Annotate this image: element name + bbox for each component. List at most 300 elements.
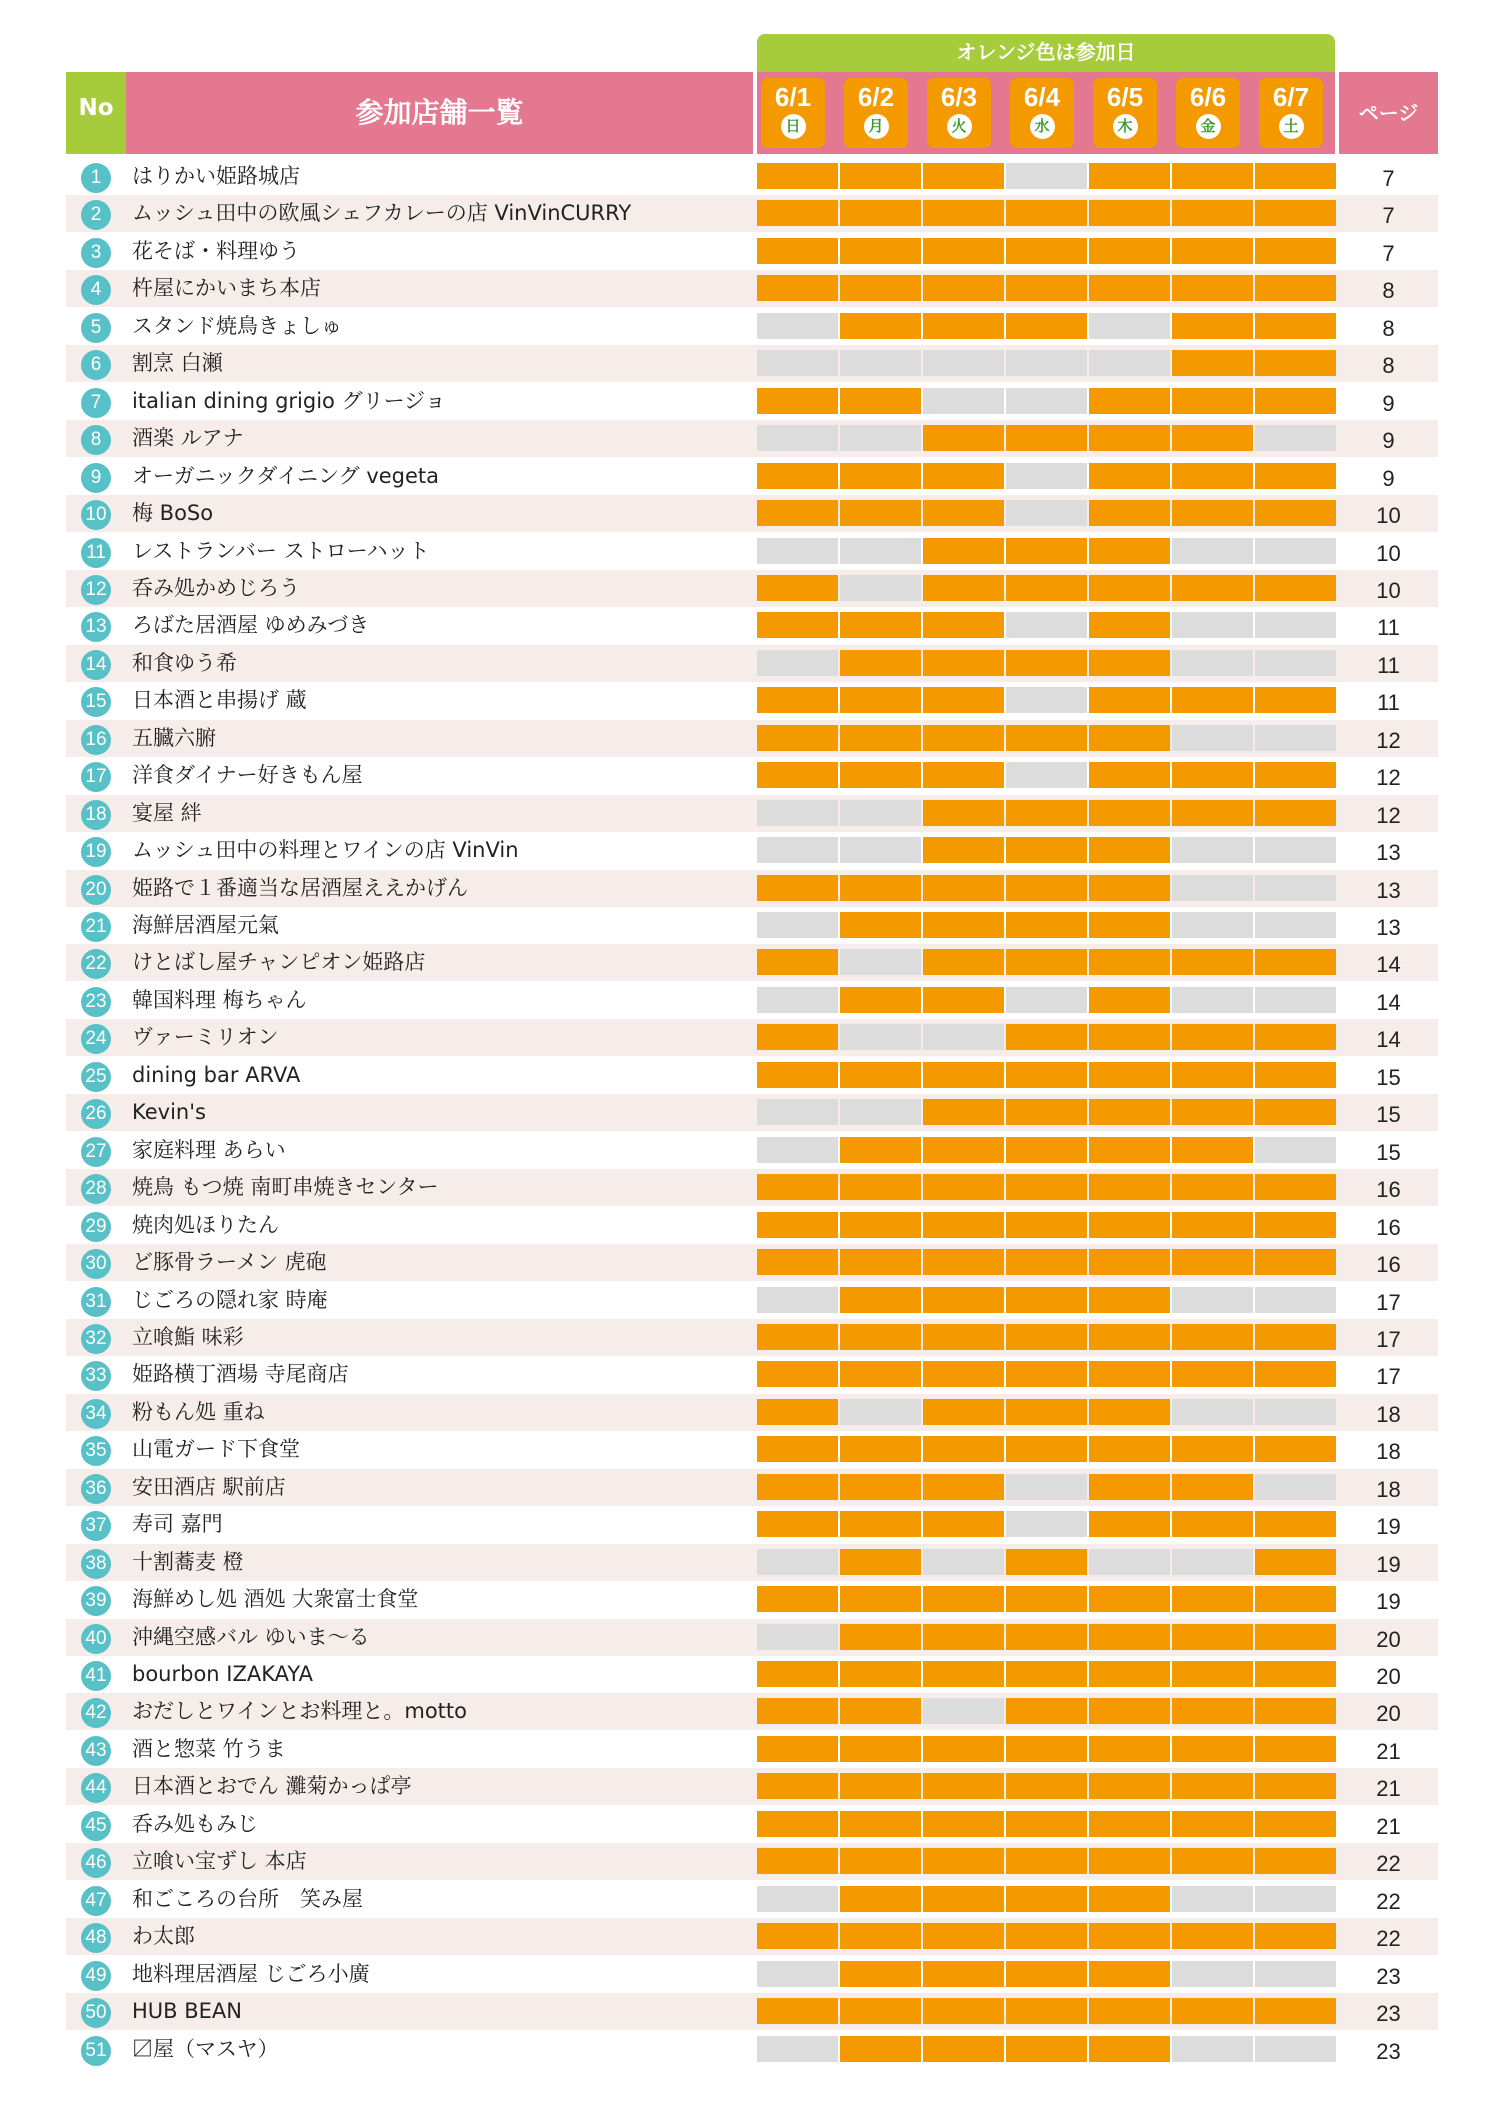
participation-cell-on	[1255, 238, 1336, 264]
participation-cell-on	[757, 1848, 838, 1874]
participation-cell-off	[757, 2036, 838, 2062]
participation-cell-on	[1089, 1811, 1170, 1837]
participation-cell-on	[1172, 1099, 1253, 1125]
participation-cell-on	[1172, 1923, 1253, 1949]
table-row	[66, 1431, 1438, 1468]
participation-cell-off	[1172, 1886, 1253, 1912]
participation-cell-off	[757, 1099, 838, 1125]
participation-cell-on	[840, 1586, 921, 1612]
participation-cell-off	[1006, 1474, 1087, 1500]
store-name: ムッシュ田中の料理とワインの店 VinVin	[132, 838, 519, 863]
participation-cell-on	[1255, 1811, 1336, 1837]
table-row	[66, 1544, 1438, 1581]
participation-cell-on	[923, 1361, 1004, 1387]
table-row	[66, 1469, 1438, 1506]
participation-cell-on	[923, 837, 1004, 863]
participation-cell-on	[923, 500, 1004, 526]
participation-cell-on	[923, 1998, 1004, 2024]
participation-cell-on	[840, 1511, 921, 1537]
participation-cell-on	[1255, 687, 1336, 713]
store-number: 3	[81, 238, 111, 268]
participation-cell-off	[1172, 1549, 1253, 1575]
store-name: 立喰い宝ずし 本店	[132, 1849, 307, 1874]
participation-cell-on	[1089, 687, 1170, 713]
store-number: 20	[81, 875, 111, 905]
participation-cell-on	[1255, 313, 1336, 339]
page-number: 18	[1376, 1439, 1401, 1465]
participation-cell-on	[1255, 1998, 1336, 2024]
participation-cell-on	[757, 1474, 838, 1500]
store-number: 47	[81, 1886, 111, 1916]
participation-cell-off	[1172, 650, 1253, 676]
store-number: 4	[81, 275, 111, 305]
table-row	[66, 757, 1438, 794]
participation-cell-on	[840, 1062, 921, 1088]
participation-cell-off	[1172, 725, 1253, 751]
page-number: 15	[1376, 1139, 1401, 1165]
participation-cell-off	[923, 388, 1004, 414]
participation-cell-on	[1255, 1361, 1336, 1387]
page-number: 15	[1376, 1064, 1401, 1090]
page-number: 19	[1376, 1551, 1401, 1577]
participation-cell-off	[1006, 163, 1087, 189]
participation-cell-off	[840, 1099, 921, 1125]
table-row	[66, 1581, 1438, 1618]
participation-cell-on	[1006, 2036, 1087, 2062]
participation-cell-on	[1255, 1773, 1336, 1799]
participation-cell-on	[1006, 1998, 1087, 2024]
participation-cell-on	[923, 987, 1004, 1013]
participation-cell-on	[840, 650, 921, 676]
participation-cell-on	[1006, 1923, 1087, 1949]
table-row	[66, 1881, 1438, 1918]
participation-cell-on	[1006, 1961, 1087, 1987]
participation-cell-on	[923, 463, 1004, 489]
store-number: 41	[81, 1661, 111, 1691]
participation-cell-on	[1089, 238, 1170, 264]
participation-cell-on	[757, 388, 838, 414]
participation-cell-on	[923, 313, 1004, 339]
table-row	[66, 1918, 1438, 1955]
participation-cell-on	[840, 1324, 921, 1350]
participation-cell-on	[1089, 1174, 1170, 1200]
store-name: 日本酒と串揚げ 蔵	[132, 688, 307, 713]
participation-cell-on	[1006, 1212, 1087, 1238]
participation-cell-on	[1006, 1062, 1087, 1088]
participation-cell-on	[1089, 1436, 1170, 1462]
participation-cell-on	[923, 1324, 1004, 1350]
store-number: 42	[81, 1698, 111, 1728]
column-header-no: No	[66, 72, 126, 154]
participation-cell-off	[757, 837, 838, 863]
store-name: dining bar ARVA	[132, 1062, 301, 1087]
day-date: 6/4	[1023, 82, 1061, 112]
participation-cell-on	[1172, 1324, 1253, 1350]
day-date: 6/3	[940, 82, 978, 112]
table-row	[66, 1057, 1438, 1094]
store-name: ろばた居酒屋 ゆめみづき	[132, 613, 370, 638]
participation-cell-on	[923, 1923, 1004, 1949]
participation-cell-on	[923, 1399, 1004, 1425]
page-number: 23	[1376, 1963, 1401, 1989]
participation-cell-on	[1172, 800, 1253, 826]
participation-cell-off	[1006, 612, 1087, 638]
page-number: 7	[1382, 240, 1395, 266]
participation-cell-on	[1006, 1661, 1087, 1687]
participation-cell-on	[1089, 1998, 1170, 2024]
participation-cell-on	[1006, 1324, 1087, 1350]
participation-cell-on	[1089, 987, 1170, 1013]
participation-cell-on	[1089, 762, 1170, 788]
participation-cell-on	[1006, 1399, 1087, 1425]
store-name: 韓国料理 梅ちゃん	[132, 987, 307, 1012]
participation-cell-on	[1089, 612, 1170, 638]
store-number: 33	[81, 1361, 111, 1391]
participation-cell-on	[1006, 1249, 1087, 1275]
participation-cell-on	[1006, 575, 1087, 601]
page-number: 17	[1376, 1326, 1401, 1352]
participation-cell-off	[1006, 687, 1087, 713]
participation-cell-off	[1006, 350, 1087, 376]
participation-cell-on	[1172, 425, 1253, 451]
store-number: 23	[81, 987, 111, 1017]
participation-cell-on	[1172, 1661, 1253, 1687]
page-number: 13	[1376, 877, 1401, 903]
day-header-cell	[1176, 78, 1240, 148]
participation-cell-on	[923, 238, 1004, 264]
participation-cell-on	[923, 1212, 1004, 1238]
participation-cell-off	[757, 1624, 838, 1650]
store-name: 安田酒店 駅前店	[132, 1474, 286, 1499]
participation-cell-on	[840, 1249, 921, 1275]
participation-cell-off	[757, 1886, 838, 1912]
participation-cell-on	[1089, 275, 1170, 301]
participation-cell-on	[1006, 1886, 1087, 1912]
participation-cell-on	[840, 1998, 921, 2024]
participation-cell-off	[923, 350, 1004, 376]
participation-cell-off	[923, 1024, 1004, 1050]
participation-cell-off	[840, 575, 921, 601]
table-row	[66, 458, 1438, 495]
participation-cell-on	[1006, 912, 1087, 938]
page-number: 7	[1382, 166, 1395, 191]
participation-cell-on	[840, 1736, 921, 1762]
table-row	[66, 1244, 1438, 1281]
store-name: オーガニックダイニング vegeta	[132, 463, 440, 488]
store-number: 46	[81, 1848, 111, 1878]
participation-cell-on	[1172, 575, 1253, 601]
participation-cell-off	[1255, 425, 1336, 451]
participation-cell-on	[757, 1436, 838, 1462]
participation-cell-on	[757, 1811, 838, 1837]
store-number: 6	[81, 350, 111, 380]
participation-cell-on	[757, 500, 838, 526]
participation-cell-on	[1089, 1099, 1170, 1125]
participation-cell-on	[757, 1212, 838, 1238]
participation-cell-on	[840, 200, 921, 226]
participation-cell-off	[1006, 1511, 1087, 1537]
day-header	[757, 72, 1335, 154]
participation-cell-on	[1255, 1698, 1336, 1724]
participation-cell-on	[840, 1624, 921, 1650]
participation-cell-on	[1006, 1736, 1087, 1762]
store-number: 19	[81, 837, 111, 867]
participation-cell-on	[1255, 275, 1336, 301]
participation-cell-on	[923, 912, 1004, 938]
store-number: 48	[81, 1923, 111, 1953]
participation-cell-on	[1255, 1249, 1336, 1275]
store-number: 1	[81, 163, 111, 193]
store-number: 18	[81, 800, 111, 830]
store-name: 姫路横丁酒場 寺尾商店	[132, 1362, 349, 1387]
participation-cell-on	[1089, 1474, 1170, 1500]
participation-cell-on	[1089, 800, 1170, 826]
participation-cell-on	[757, 575, 838, 601]
participation-cell-on	[840, 275, 921, 301]
participation-cell-on	[1172, 350, 1253, 376]
day-date: 6/2	[857, 82, 895, 112]
participation-cell-off	[757, 800, 838, 826]
participation-cell-on	[923, 1961, 1004, 1987]
participation-cell-on	[757, 725, 838, 751]
store-name: 酒楽 ルアナ	[132, 426, 244, 451]
store-name: italian dining grigio グリージョ	[132, 388, 446, 413]
store-name: 沖縄空感バル ゆいま～る	[132, 1624, 370, 1649]
table-row	[66, 533, 1438, 570]
participation-cell-on	[1089, 1287, 1170, 1313]
participation-cell-on	[757, 1773, 838, 1799]
store-name: おだしとワインとお料理と。motto	[132, 1699, 467, 1724]
participation-cell-on	[840, 762, 921, 788]
page-number: 16	[1376, 1177, 1401, 1203]
store-name: 洋食ダイナー好きもん屋	[132, 763, 363, 788]
participation-cell-off	[1255, 837, 1336, 863]
participation-cell-on	[923, 949, 1004, 975]
page-number: 9	[1382, 428, 1395, 454]
participation-cell-on	[1172, 1212, 1253, 1238]
participation-cell-off	[1255, 1886, 1336, 1912]
participation-cell-on	[1006, 725, 1087, 751]
table-row	[66, 158, 1438, 195]
table-row	[66, 1394, 1438, 1431]
table-row	[66, 607, 1438, 644]
store-name: 呑み処かめじろう	[132, 575, 300, 600]
page-number: 13	[1376, 840, 1401, 866]
participation-cell-on	[1172, 1436, 1253, 1462]
table-row	[66, 383, 1438, 420]
participation-cell-off	[1255, 1474, 1336, 1500]
store-number: 24	[81, 1024, 111, 1054]
participation-cell-on	[1172, 1249, 1253, 1275]
store-number: 32	[81, 1324, 111, 1354]
participation-cell-on	[1255, 575, 1336, 601]
participation-cell-off	[1172, 1287, 1253, 1313]
participation-cell-off	[1006, 388, 1087, 414]
participation-cell-on	[1006, 1549, 1087, 1575]
participation-cell-off	[757, 425, 838, 451]
participation-cell-on	[1255, 949, 1336, 975]
participation-cell-off	[1255, 912, 1336, 938]
store-number: 38	[81, 1549, 111, 1579]
participation-cell-off	[1006, 500, 1087, 526]
column-header-page: ページ	[1339, 72, 1438, 154]
participation-cell-on	[1089, 1961, 1170, 1987]
participation-cell-off	[1172, 1961, 1253, 1987]
participation-cell-off	[1255, 875, 1336, 901]
store-name: 宴屋 絆	[132, 800, 202, 825]
participation-cell-off	[1006, 463, 1087, 489]
participation-cell-on	[1255, 1586, 1336, 1612]
table-row	[66, 1731, 1438, 1768]
participation-cell-off	[757, 912, 838, 938]
participation-cell-on	[840, 2036, 921, 2062]
participation-cell-off	[1255, 538, 1336, 564]
store-name: bourbon IZAKAYA	[132, 1662, 313, 1686]
participation-cell-off	[1172, 1399, 1253, 1425]
participation-cell-on	[757, 1736, 838, 1762]
store-name: 杵屋にかいまち本店	[132, 276, 321, 301]
page-number: 14	[1376, 989, 1401, 1015]
participation-cell-off	[1255, 725, 1336, 751]
table-row	[66, 1506, 1438, 1543]
participation-cell-on	[1255, 762, 1336, 788]
page-number: 21	[1376, 1813, 1401, 1839]
day-date: 6/1	[774, 82, 812, 112]
participation-cell-on	[923, 1811, 1004, 1837]
store-number: 49	[81, 1961, 111, 1991]
participation-cell-on	[757, 1024, 838, 1050]
page-number: 9	[1382, 465, 1395, 491]
day-header-cell	[1259, 78, 1323, 148]
page-number: 22	[1376, 1926, 1401, 1952]
participation-cell-off	[1172, 875, 1253, 901]
store-number: 12	[81, 575, 111, 605]
participation-cell-on	[1089, 1736, 1170, 1762]
participation-cell-off	[923, 1698, 1004, 1724]
participation-cell-off	[757, 650, 838, 676]
day-weekday: 日	[781, 114, 806, 139]
participation-cell-on	[1255, 500, 1336, 526]
participation-cell-on	[757, 612, 838, 638]
participation-cell-on	[1089, 912, 1170, 938]
table-row	[66, 1356, 1438, 1393]
participation-cell-off	[1089, 313, 1170, 339]
participation-cell-on	[923, 275, 1004, 301]
store-name: ムッシュ田中の欧風シェフカレーの店 VinVinCURRY	[132, 201, 632, 226]
participation-cell-on	[757, 1399, 838, 1425]
participation-cell-on	[757, 1586, 838, 1612]
participation-cell-on	[923, 612, 1004, 638]
participation-cell-on	[1089, 1249, 1170, 1275]
day-weekday: 木	[1113, 114, 1138, 139]
day-header-cell	[927, 78, 991, 148]
participation-cell-on	[923, 2036, 1004, 2062]
page-number: 11	[1377, 615, 1400, 641]
day-weekday: 水	[1030, 114, 1055, 139]
store-number: 28	[81, 1174, 111, 1204]
participation-cell-on	[840, 687, 921, 713]
participation-cell-on	[923, 1062, 1004, 1088]
day-date: 6/5	[1106, 82, 1144, 112]
participation-cell-on	[1006, 1811, 1087, 1837]
store-name: 割烹 白瀬	[132, 351, 223, 376]
participation-cell-on	[1006, 1174, 1087, 1200]
participation-cell-on	[1172, 200, 1253, 226]
store-name: わ太郎	[132, 1924, 195, 1949]
participation-cell-off	[1172, 538, 1253, 564]
page-number: 20	[1376, 1664, 1401, 1689]
participation-cell-on	[1172, 500, 1253, 526]
participation-cell-on	[757, 687, 838, 713]
participation-cell-on	[757, 1661, 838, 1687]
store-number: 10	[81, 500, 111, 530]
participation-cell-on	[1006, 800, 1087, 826]
participation-cell-on	[923, 163, 1004, 189]
participation-cell-on	[1006, 1361, 1087, 1387]
store-number: 44	[81, 1773, 111, 1803]
store-number: 25	[81, 1062, 111, 1092]
participation-cell-on	[757, 1249, 838, 1275]
table-row	[66, 1094, 1438, 1131]
store-name: レストランバー ストローハット	[132, 538, 430, 563]
participation-cell-on	[1089, 1062, 1170, 1088]
day-header-cell	[761, 78, 825, 148]
participation-cell-on	[1255, 800, 1336, 826]
participation-cell-off	[757, 1287, 838, 1313]
participation-cell-on	[840, 725, 921, 751]
store-name: 花そば・料理ゆう	[132, 238, 300, 263]
participation-cell-off	[1172, 912, 1253, 938]
participation-cell-on	[840, 1923, 921, 1949]
page-number: 20	[1376, 1626, 1401, 1652]
participation-cell-on	[1172, 1511, 1253, 1537]
participation-cell-on	[1006, 313, 1087, 339]
participation-cell-on	[1089, 500, 1170, 526]
participation-cell-off	[1089, 1549, 1170, 1575]
participation-cell-on	[923, 1661, 1004, 1687]
table-row	[66, 795, 1438, 832]
participation-cell-on	[1255, 1324, 1336, 1350]
table-row	[66, 1132, 1438, 1169]
participation-cell-on	[923, 650, 1004, 676]
participation-cell-off	[1172, 612, 1253, 638]
table-row	[66, 420, 1438, 457]
participation-cell-on	[840, 1287, 921, 1313]
store-name: 立喰鮨 味彩	[132, 1324, 244, 1349]
participation-cell-on	[1006, 875, 1087, 901]
table-row	[66, 1806, 1438, 1843]
store-name: ヴァーミリオン	[132, 1025, 279, 1050]
participation-cell-off	[923, 1549, 1004, 1575]
participation-cell-on	[840, 238, 921, 264]
table-row	[66, 1956, 1438, 1993]
day-weekday: 土	[1279, 114, 1304, 139]
store-number: 22	[81, 949, 111, 979]
participation-cell-on	[1006, 1436, 1087, 1462]
participation-cell-on	[840, 500, 921, 526]
table-row	[66, 907, 1438, 944]
participation-cell-on	[1172, 238, 1253, 264]
participation-cell-on	[1006, 200, 1087, 226]
table-row	[66, 1282, 1438, 1319]
participation-cell-on	[1172, 1848, 1253, 1874]
day-header-cell	[1010, 78, 1074, 148]
participation-cell-on	[840, 1474, 921, 1500]
participation-cell-off	[1006, 987, 1087, 1013]
participation-cell-on	[1255, 1062, 1336, 1088]
day-weekday: 火	[947, 114, 972, 139]
page-number: 19	[1376, 1514, 1401, 1540]
